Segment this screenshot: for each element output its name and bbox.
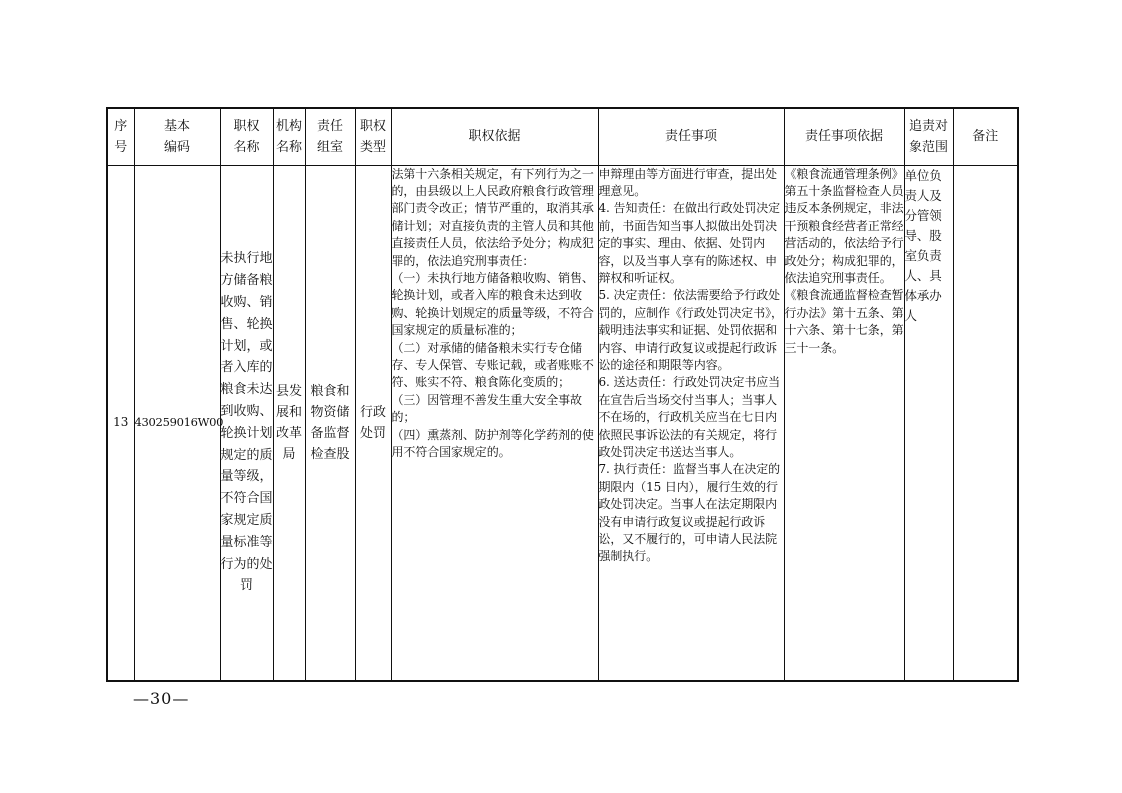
- cell-resp: [598, 165, 784, 681]
- cell-code: 430259016W00: [134, 165, 220, 681]
- basis-para: （四）熏蒸剂、防护剂等化学药剂的使用不符合国家规定的。: [391, 427, 594, 459]
- header-row: [107, 108, 1018, 165]
- cell-seq: 13: [107, 165, 134, 681]
- header-org: 机构 名称: [273, 108, 305, 165]
- header-type: 职权 类型: [355, 108, 391, 165]
- page-number: —30—: [133, 689, 190, 708]
- cell-target: 单位负责人及分管领导、股室负责人、具体承办人: [904, 165, 953, 681]
- cell-dept: 粮食和物资储备监督检查股: [305, 165, 355, 681]
- header-target: 追责对 象范围: [904, 108, 953, 165]
- resp-para: 7. 执行责任：监督当事人在决定的期限内（15 日内），履行生效的行政处罚决定。当事人在法定期限内没有申请行政复议或提起行政诉讼，又不履行的，可申请人民法院强制执行。: [598, 462, 781, 564]
- cell-title: 未执行地方储备粮收购、销售、轮换计划，或者入库的粮食未达到收购、轮换计划规定的质量等级，不符合国家规定质量标准等行为的处罚: [220, 165, 273, 681]
- basis-para: （三）因管理不善发生重大安全事故的；: [391, 392, 582, 425]
- basis-para: （一）未执行地方储备粮收购、销售、轮换计划，或者入库的粮食未达到收购、轮换计划规定的质量等级，不符合国家规定的质量标准的；: [391, 270, 594, 338]
- header-dept: 责任 组室: [305, 108, 355, 165]
- header-resp-basis: 责任事项依据: [784, 108, 904, 165]
- resp-para: 4. 告知责任：在做出行政处罚决定前，书面告知当事人拟做出处罚决定的事实、理由、依据、处罚内容，以及当事人享有的陈述权、申辩权和听证权。: [598, 201, 781, 285]
- header-basis: 职权依据: [391, 108, 598, 165]
- basis-para: 法第十六条相关规定，有下列行为之一的，由县级以上人民政府粮食行政管理部门责令改正；情节严重的，取消其承储计划；对直接负责的主管人员和其他直接责任人员，依法给予处分；构成犯罪的，依法追究刑事责任：: [391, 166, 594, 268]
- basis-para: （二）对承储的储备粮未实行专仓储存、专人保管、专账记载，或者账账不符、账实不符、粮食陈化变质的；: [391, 340, 594, 390]
- cell-note: [953, 165, 1018, 681]
- responsibility-table: [106, 107, 1019, 682]
- cell-resp-basis: 《粮食流通管理条例》第五十条监督检查人员违反本条例规定，非法干预粮食经营者正常经营活动的，依法给予行政处分；构成犯罪的，依法追究刑事责任。《粮食流通监督检查暂行办法》第十五条、第十六条、第十七条，第三十一条。: [784, 165, 904, 681]
- table-row: [107, 165, 1018, 681]
- resp-para: 5. 决定责任：依法需要给予行政处罚的，应制作《行政处罚决定书》，载明违法事实和证据、处罚依据和内容、申请行政复议或提起行政诉讼的途径和期限等内容。: [598, 288, 783, 372]
- header-seq: 序 号: [107, 108, 134, 165]
- resp-para: 申辩理由等方面进行审查，提出处理意见。: [598, 166, 778, 198]
- header-code: 基本 编码: [134, 108, 220, 165]
- cell-org: 县发展和改革局: [273, 165, 305, 681]
- resp-para: 6. 送达责任：行政处罚决定书应当在宣告后当场交付当事人；当事人不在场的，行政机关应当在七日内依照民事诉讼法的有关规定，将行政处罚决定书送达当事人。: [598, 375, 781, 459]
- cell-basis: [391, 165, 598, 681]
- header-resp: 责任事项: [598, 108, 784, 165]
- header-title: 职权 名称: [220, 108, 273, 165]
- cell-type: 行政处罚: [355, 165, 391, 681]
- header-note: 备注: [953, 108, 1018, 165]
